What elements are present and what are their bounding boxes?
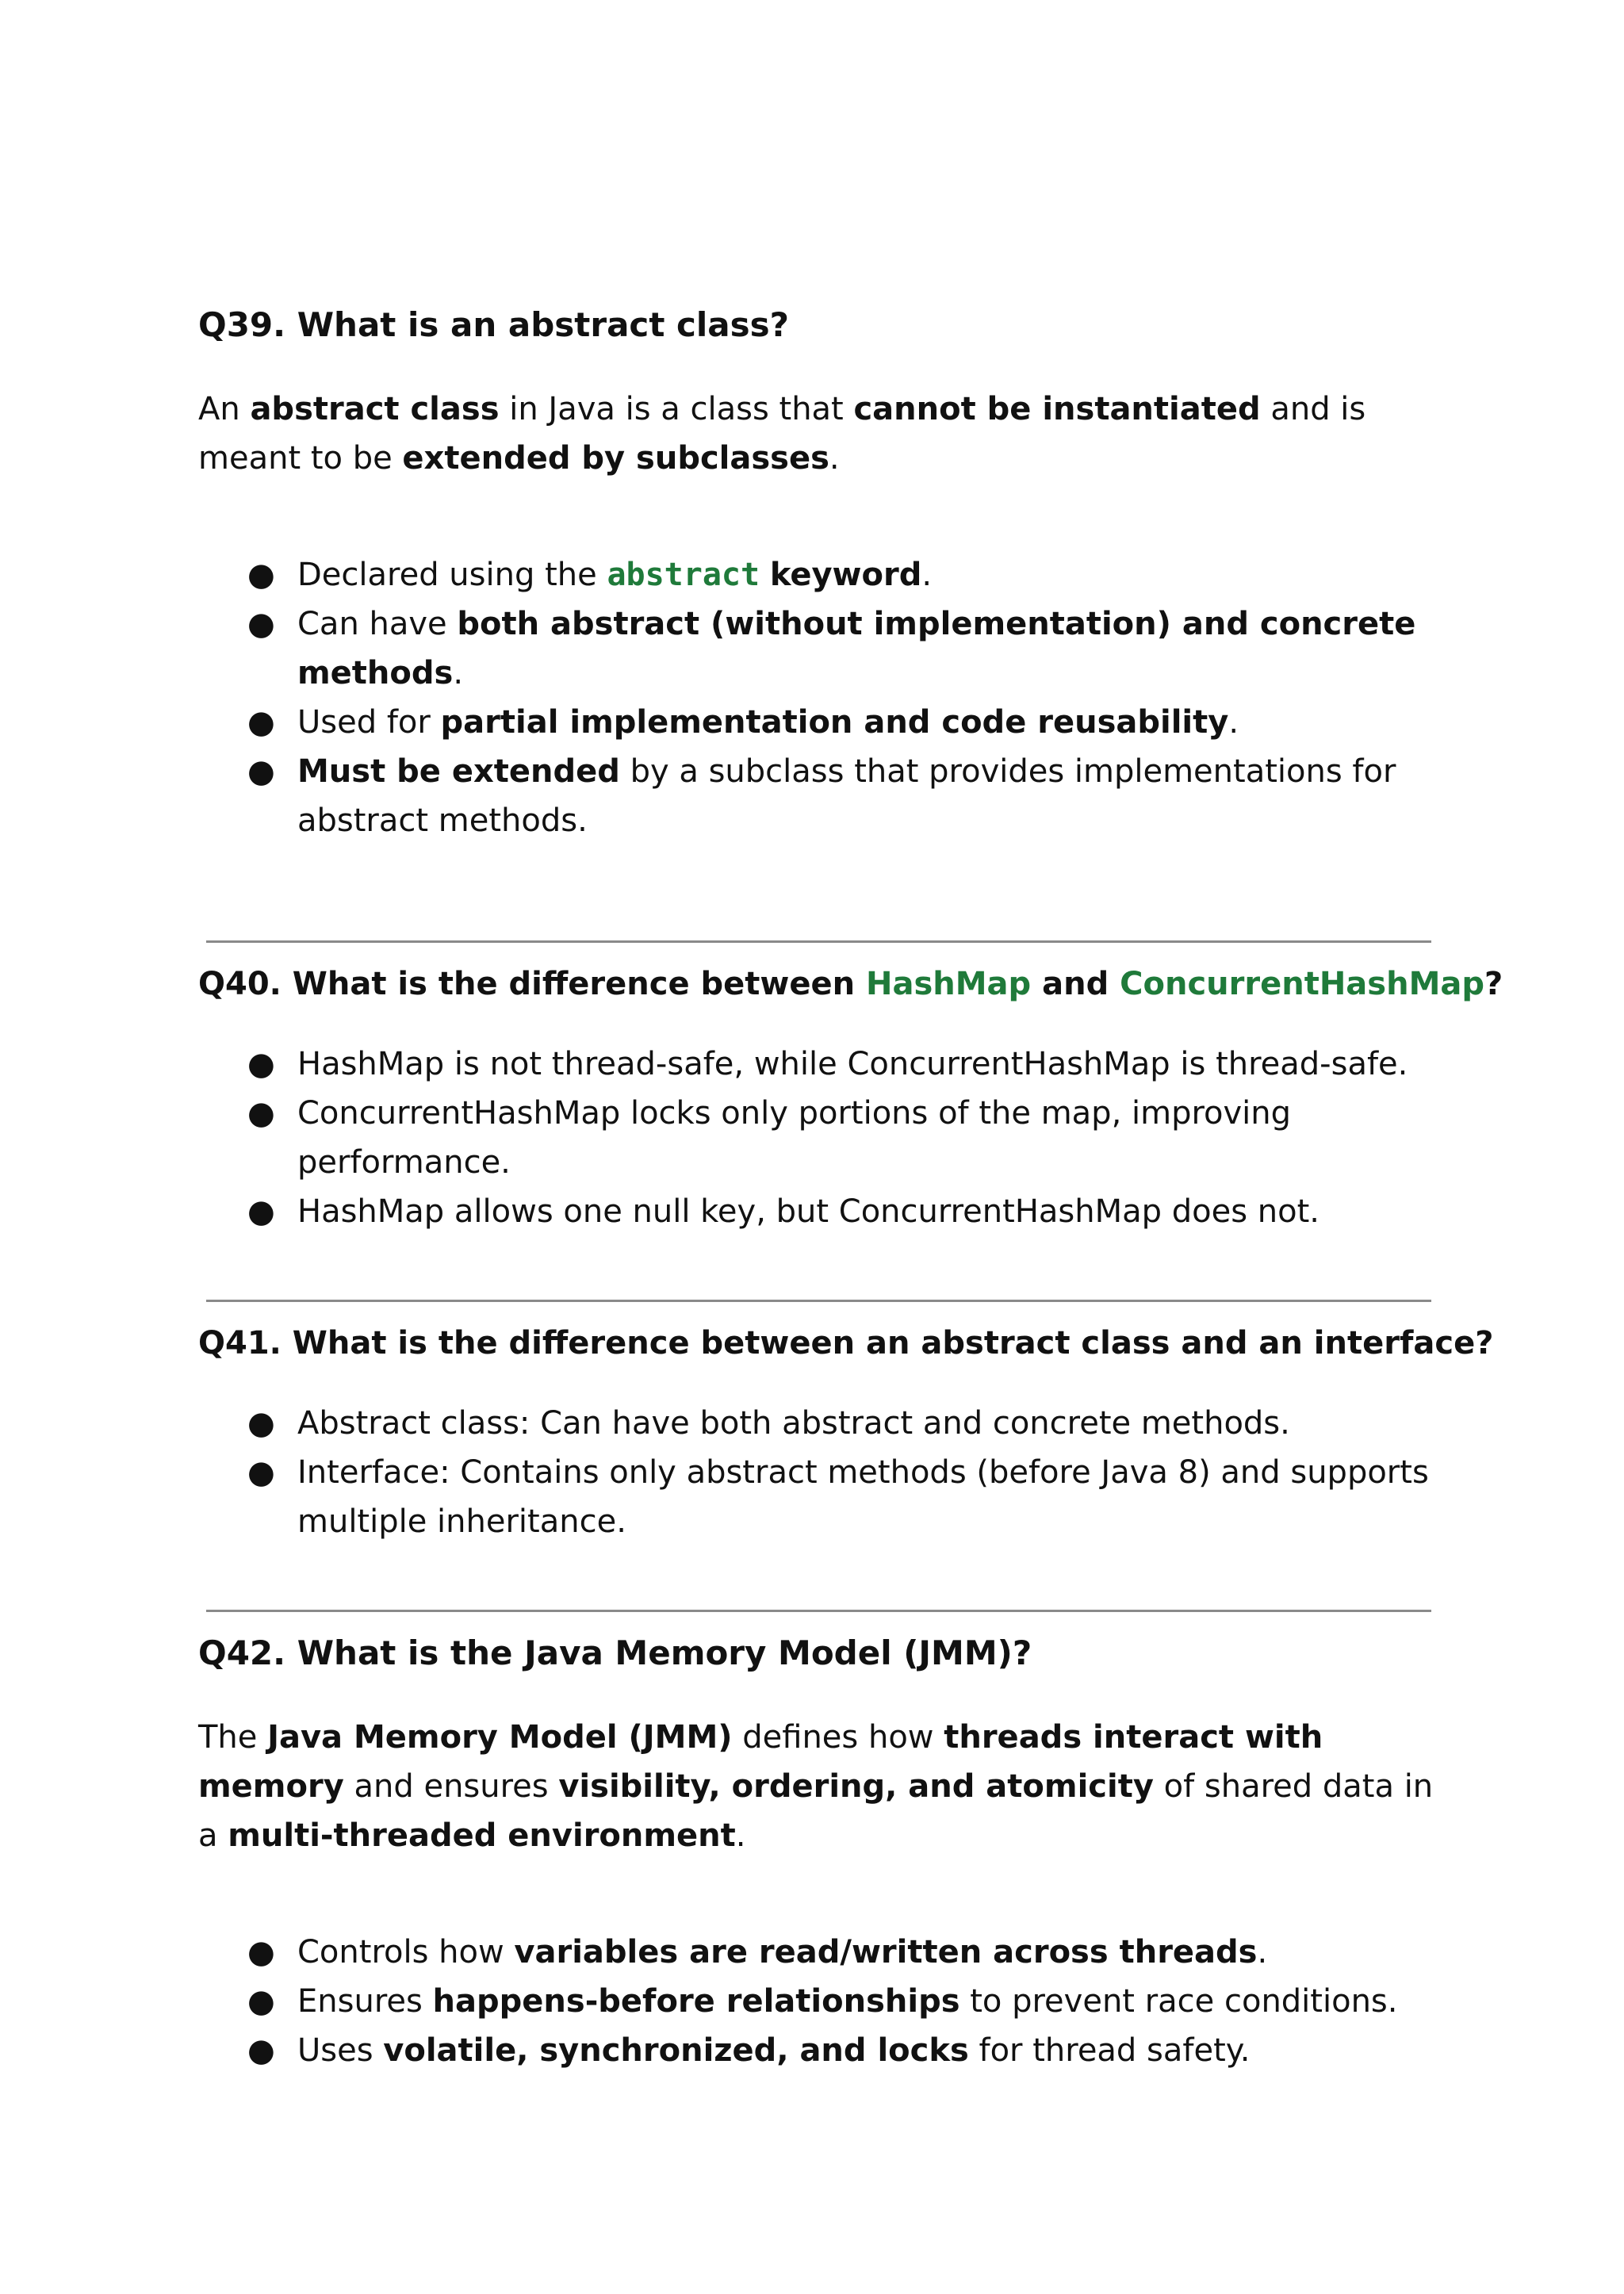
list-item: ● ConcurrentHashMap locks only portions of the map, improving performance. (198, 1089, 1435, 1187)
q41-heading: Q41. What is the difference between an abstract class and an interface? (198, 1325, 1494, 1361)
bullet-icon: ● (247, 1046, 275, 1082)
list-item: ● Interface: Contains only abstract methods (before Java 8) and supports multiple inheritance. (198, 1448, 1435, 1546)
list-item: ● HashMap allows one null key, but ConcurrentHashMap does not. (198, 1187, 1435, 1236)
bullet-icon: ● (247, 1095, 275, 1132)
list-item: ● Can have both abstract (without implementation) and concrete methods. (198, 599, 1435, 698)
q40-bullet-list (198, 1040, 1435, 1236)
list-item: ● HashMap is not thread-safe, while ConcurrentHashMap is thread-safe. (198, 1040, 1435, 1089)
q40-heading: Q40. What is the difference between HashMap and ConcurrentHashMap? (198, 966, 1503, 1002)
bullet-icon: ● (247, 2032, 275, 2069)
list-item: ● Declared using the abstract keyword. (198, 550, 1435, 599)
bullet-icon: ● (247, 1193, 275, 1230)
q39-intro: An abstract class in Java is a class that cannot be instantiated and is meant to be extended by subclasses. (198, 391, 1366, 477)
q42-bullet-list (198, 1928, 1435, 2075)
q42-intro: The Java Memory Model (JMM) defines how threads interact with memory and ensures visibility, ordering, and atomicity of shared data in a multi-threaded environment. (198, 1719, 1434, 1854)
q41-bullet-list (198, 1399, 1435, 1546)
bullet-icon: ● (247, 606, 275, 642)
bullet-icon: ● (247, 753, 275, 790)
q42-heading: Q42. What is the Java Memory Model (JMM)? (198, 1633, 1032, 1672)
bullet-icon: ● (247, 1983, 275, 2020)
q39-bullet-list (198, 550, 1435, 845)
list-item: ● Used for partial implementation and code reusability. (198, 698, 1435, 747)
list-item: ● Uses volatile, synchronized, and locks for thread safety. (198, 2026, 1435, 2075)
concurrenthashmap-term: ConcurrentHashMap (1120, 966, 1485, 1002)
list-item: ● Must be extended by a subclass that provides implementations for abstract methods. (198, 747, 1435, 845)
bullet-icon: ● (247, 1454, 275, 1491)
bullet-icon: ● (247, 704, 275, 741)
q39-heading: Q39. What is an abstract class? (198, 305, 790, 344)
bullet-icon: ● (247, 1934, 275, 1970)
abstract-keyword-code: abstract (607, 557, 760, 593)
document-page (198, 301, 1503, 2075)
hashmap-term: HashMap (866, 966, 1032, 1002)
list-item: ● Abstract class: Can have both abstract and concrete methods. (198, 1399, 1435, 1448)
bullet-icon: ● (247, 1405, 275, 1442)
list-item: ● Ensures happens-before relationships to prevent race conditions. (198, 1977, 1435, 2026)
list-item: ● Controls how variables are read/written across threads. (198, 1928, 1435, 1977)
bullet-icon: ● (247, 557, 275, 593)
